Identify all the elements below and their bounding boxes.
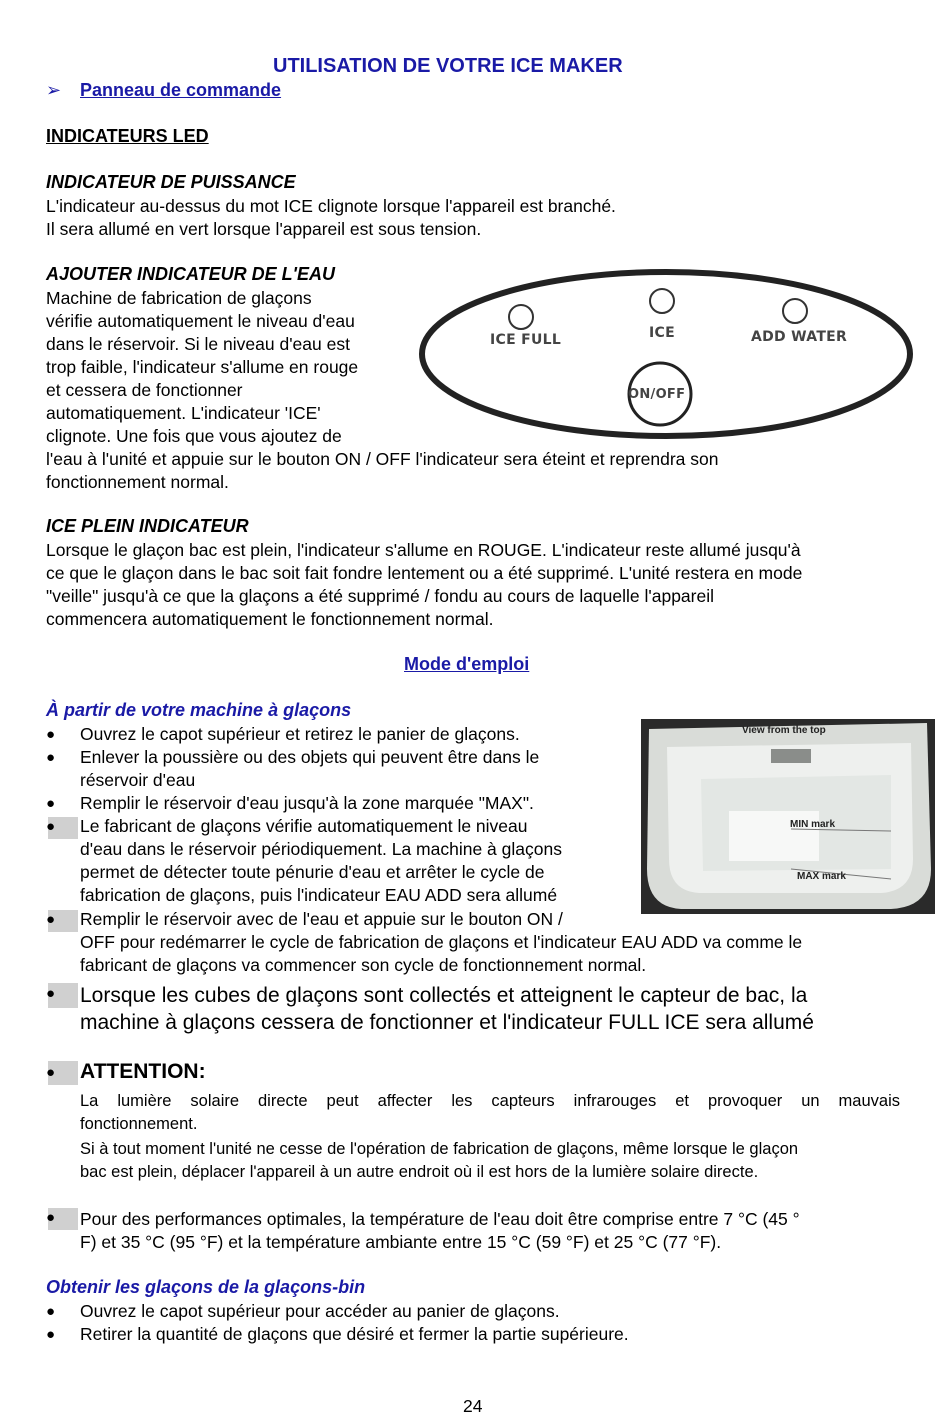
water-line: dans le réservoir. Si le niveau d'eau est [46, 334, 350, 354]
bullet-icon: ● [46, 1326, 56, 1343]
attention-line: Si à tout moment l'unité ne cesse de l'opération de fabrication de glaçons, même lorsque le glaçon [80, 1140, 799, 1158]
list-item: Ouvrez le capot supérieur et retirez le panier de glaçons. [80, 724, 520, 744]
attention-heading: ATTENTION: [80, 1060, 206, 1083]
list-item: machine à glaçons cessera de fonctionner et l'indicateur FULL ICE sera allumé [80, 1011, 814, 1034]
list-item: Remplir le réservoir avec de l'eau et appuie sur le bouton ON / [80, 909, 563, 929]
full-line: ce que le glaçon dans le bac soit fait fondre lentement ou a été supprimé. L'unité restera en mode [46, 563, 803, 583]
list-item: fabricant de glaçons va commencer son cycle de fonctionnement normal. [80, 955, 647, 975]
led-heading: INDICATEURS LED [46, 126, 209, 146]
ice-full-label: ICE FULL [490, 332, 562, 348]
page-number: 24 [463, 1396, 483, 1416]
water-line: automatiquement. L'indicateur 'ICE' [46, 403, 321, 423]
attention-line: bac est plein, déplacer l'appareil à un autre endroit où il est hors de la lumière solaire directe. [80, 1163, 759, 1181]
attention-line [80, 1090, 900, 1113]
start-heading: À partir de votre machine à glaçons [46, 700, 352, 720]
bullet-icon: ● [46, 911, 56, 928]
panel-link[interactable]: Panneau de commande [80, 80, 282, 100]
full-heading: ICE PLEIN INDICATEUR [46, 516, 249, 536]
temp-line: Pour des performances optimales, la température de l'eau doit être comprise entre 7 °C (45 ° [80, 1209, 800, 1229]
list-item: Le fabricant de glaçons vérifie automatiquement le niveau [80, 816, 528, 836]
power-line: Il sera allumé en vert lorsque l'appareil est sous tension. [46, 219, 482, 239]
add-water-label: ADD WATER [751, 329, 848, 345]
attention-text: La lumière solaire directe peut affecter les capteurs infrarouges et provoquer un mauvais [80, 1092, 900, 1110]
reservoir-photo [641, 719, 935, 914]
photo-label-max: MAX mark [797, 871, 846, 882]
list-item: Retirer la quantité de glaçons que désiré et fermer la partie supérieure. [80, 1324, 629, 1344]
water-line: et cessera de fonctionner [46, 380, 243, 400]
add-water-led-icon [783, 299, 807, 323]
bullet-icon: ● [46, 749, 56, 766]
bullet-icon: ● [46, 818, 56, 835]
list-item: d'eau dans le réservoir périodiquement. La machine à glaçons [80, 839, 562, 859]
ice-full-led-icon [509, 305, 533, 329]
water-line: clignote. Une fois que vous ajoutez de [46, 426, 342, 446]
list-item: permet de détecter toute pénurie d'eau et arrêter le cycle de [80, 862, 545, 882]
water-line: vérifie automatiquement le niveau d'eau [46, 311, 355, 331]
water-line: trop faible, l'indicateur s'allume en rouge [46, 357, 359, 377]
list-item: Ouvrez le capot supérieur pour accéder au panier de glaçons. [80, 1301, 560, 1321]
water-line: fonctionnement normal. [46, 472, 229, 492]
list-item: fabrication de glaçons, puis l'indicateur EAU ADD sera allumé [80, 885, 558, 905]
list-item: Enlever la poussière ou des objets qui peuvent être dans le [80, 747, 540, 767]
power-line: L'indicateur au-dessus du mot ICE clignote lorsque l'appareil est branché. [46, 196, 616, 216]
full-line: commencera automatiquement le fonctionnement normal. [46, 609, 494, 629]
bullet-icon: ● [46, 1209, 56, 1226]
list-item: Remplir le réservoir d'eau jusqu'à la zone marquée "MAX". [80, 793, 534, 813]
ice-label: ICE [649, 325, 675, 341]
bullet-icon: ● [46, 1064, 56, 1081]
mode-emploi-link[interactable]: Mode d'emploi [404, 654, 530, 674]
list-item: Lorsque les cubes de glaçons sont collectés et atteignent le capteur de bac, la [80, 984, 808, 1007]
on-off-button[interactable]: ON/OFF [628, 387, 686, 402]
power-heading: INDICATEUR DE PUISSANCE [46, 172, 296, 192]
arrow-bullet-icon: ➢ [46, 80, 62, 100]
bullet-icon: ● [46, 795, 56, 812]
temp-line: F) et 35 °C (95 °F) et la température ambiante entre 15 °C (59 °F) et 25 °C (77 °F). [80, 1232, 722, 1252]
obtain-heading: Obtenir les glaçons de la glaçons-bin [46, 1277, 366, 1297]
water-heading: AJOUTER INDICATEUR DE L'EAU [46, 264, 335, 284]
water-line: l'eau à l'unité et appuie sur le bouton ON / OFF l'indicateur sera éteint et reprendra son [46, 449, 719, 469]
photo-label-min: MIN mark [790, 819, 836, 830]
photo-label-top: View from the top [742, 725, 826, 736]
list-item: OFF pour redémarrer le cycle de fabrication de glaçons et l'indicateur EAU ADD va comme le [80, 932, 803, 952]
attention-line: fonctionnement. [80, 1115, 198, 1133]
bullet-icon: ● [46, 1303, 56, 1320]
bullet-icon: ● [46, 726, 56, 743]
full-line: "veille" jusqu'à ce que la glaçons a été supprimé / fondu au cours de laquelle l'appareil [46, 586, 714, 606]
list-item: réservoir d'eau [80, 770, 196, 790]
water-line: Machine de fabrication de glaçons [46, 288, 312, 308]
control-panel-illustration [412, 262, 922, 450]
bullet-icon: ● [46, 985, 56, 1002]
full-line: Lorsque le glaçon bac est plein, l'indicateur s'allume en ROUGE. L'indicateur reste allumé jusqu'à [46, 540, 801, 560]
ice-led-icon [650, 289, 674, 313]
page-title: UTILISATION DE VOTRE ICE MAKER [273, 55, 623, 77]
